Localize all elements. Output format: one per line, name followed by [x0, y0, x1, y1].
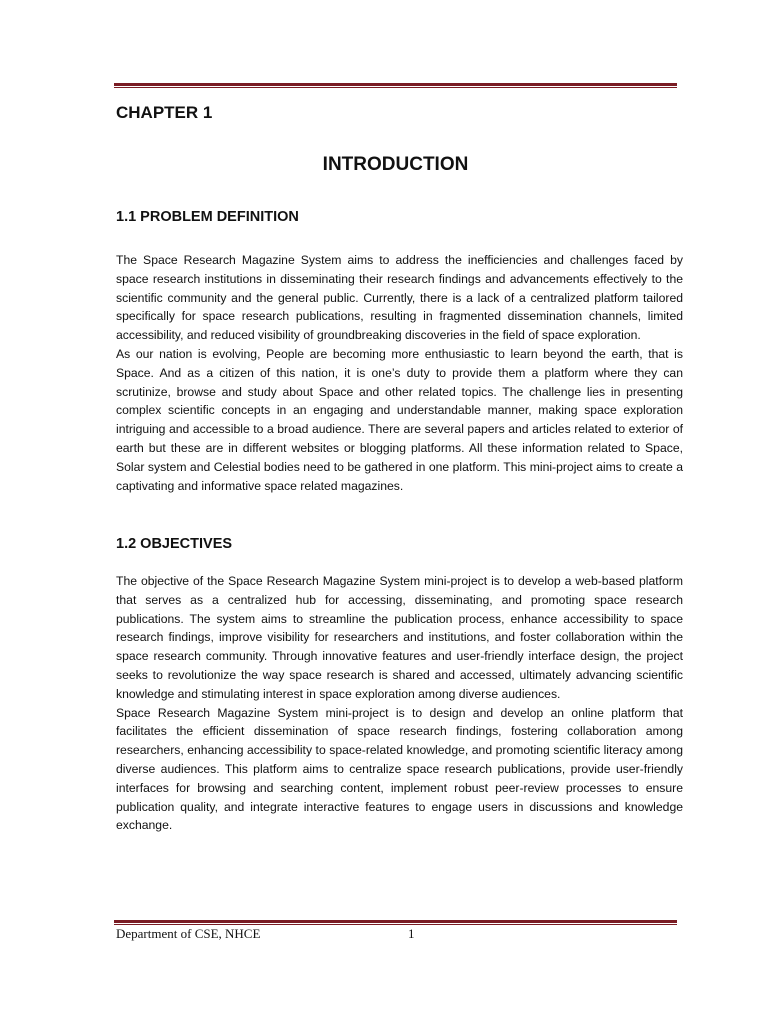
section-body-objectives	[116, 572, 683, 835]
section-body-problem-definition	[116, 251, 683, 495]
chapter-title: INTRODUCTION	[322, 154, 469, 175]
paragraph: The objective of the Space Research Magazine System mini-project is to develop a web-based platform that serves as a centralized hub for accessing, disseminating, and promoting space research publications. The system aims to streamline the publication process, enhance accessibility to space research findings, improve visibility for researchers and institutions, and foster collaboration within the space research community. Through innovative features and user-friendly interface design, the project seeks to revolutionize the way space research is shared and accessed, ultimately advancing scientific knowledge and stimulating interest in space exploration among diverse audiences.	[116, 574, 683, 701]
paragraph: As our nation is evolving, People are becoming more enthusiastic to learn beyond the earth, that is Space. And as a citizen of this nation, it is one’s duty to provide them a platform where they can scrutinize, browse and study about Space and other related topics. The challenge lies in presenting complex scientific concepts in an engaging and understandable manner, making space exploration intriguing and accessible to a broad audience. There are several papers and articles related to exterior of earth but these are in different websites or blogging platforms. All these information related to Space, Solar system and Celestial bodies need to be gathered in one platform. This mini-project aims to create a captivating and informative space related magazines.	[116, 346, 683, 493]
footer-department: Department of CSE, NHCE	[116, 926, 261, 941]
section-heading-objectives: 1.2 OBJECTIVES	[116, 536, 233, 552]
paragraph: Space Research Magazine System mini-project is to design and develop an online platform that facilitates the efficient dissemination of space research findings, fostering collaboration among researchers, enhancing accessibility to space-related knowledge, and promoting scientific literacy among diverse audiences. This platform aims to centralize space research publications, provide user-friendly interfaces for browsing and searching content, implement robust peer-review processes to ensure publication quality, and integrate interactive features to engage users in discussions and knowledge exchange.	[116, 705, 683, 833]
paragraph: The Space Research Magazine System aims to address the inefficiencies and challenges faced by space research institutions in disseminating their research findings and advancements effectively to the scientific community and the general public. Currently, there is a lack of a centralized platform tailored specifically for space research publications, resulting in fragmented dissemination channels, limited accessibility, and reduced visibility of groundbreaking discoveries in the field of space exploration.	[116, 253, 683, 343]
footer-page-number: 1	[408, 926, 415, 941]
footer-rule	[114, 920, 677, 925]
section-heading-problem-definition: 1.1 PROBLEM DEFINITION	[116, 209, 299, 225]
chapter-label: CHAPTER 1	[116, 103, 213, 122]
header-rule	[114, 83, 677, 88]
